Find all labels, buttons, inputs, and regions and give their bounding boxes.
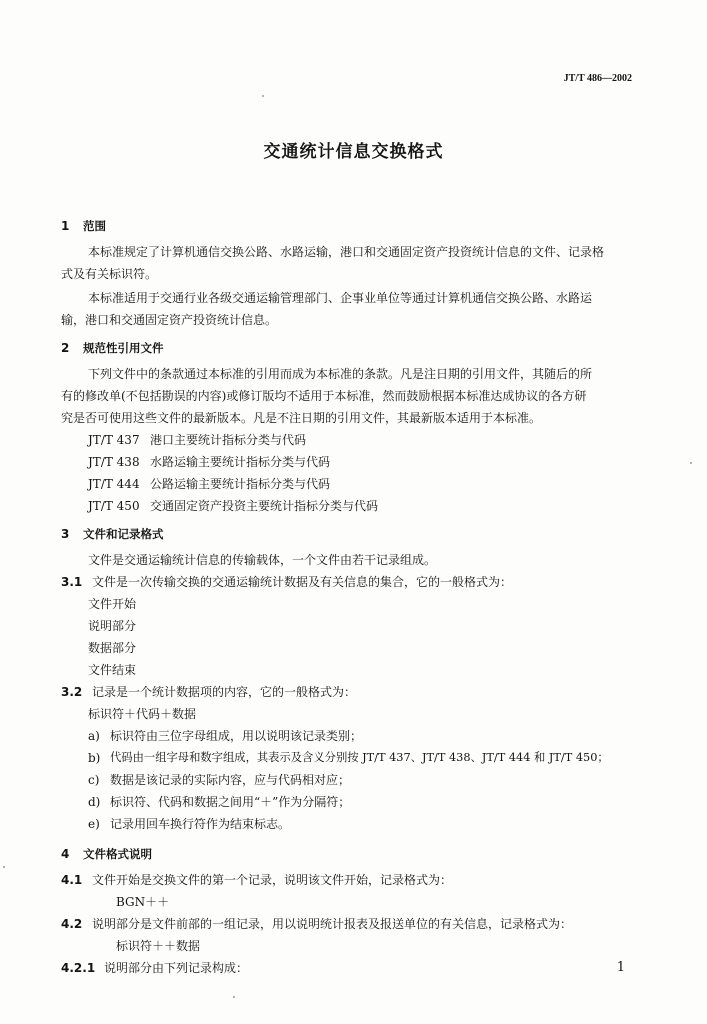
reference-title: 港口主要统计指标分类与代码 <box>150 433 307 447</box>
clause-text: 说明部分由下列记录构成： <box>104 961 249 975</box>
reference-code: JT/T 450 <box>88 499 140 513</box>
format-line: 数据部分 <box>88 641 137 655</box>
paragraph-line: 本标准适用于交通行业各级交通运输管理部门、企事业单位等通过计算机通信交换公路、水路运 <box>88 291 593 305</box>
scan-speck <box>233 996 235 998</box>
list-item-label: b) <box>88 751 101 765</box>
clause-number: 3.1 <box>61 575 83 589</box>
reference-title: 交通固定资产投资主要统计指标分类与代码 <box>150 499 379 513</box>
section-number: 4 <box>61 847 70 861</box>
list-item-text: 数据是该记录的实际内容，应与代码相对应； <box>110 773 351 787</box>
reference-code: JT/T 437 <box>88 433 140 447</box>
section-number: 2 <box>61 341 70 355</box>
page-number: 1 <box>616 960 625 975</box>
section-title: 文件格式说明 <box>83 847 152 861</box>
paragraph-line: 本标准规定了计算机通信交换公路、水路运输，港口和交通固定资产投资统计信息的文件、记录格 <box>88 245 605 259</box>
section-title: 范围 <box>83 219 106 233</box>
clause-text: 说明部分是文件前部的一组记录，用以说明统计报表及报送单位的有关信息，记录格式为： <box>92 917 573 931</box>
format-formula: 标识符＋代码＋数据 <box>88 707 197 721</box>
format-line: 文件结束 <box>88 663 137 677</box>
list-item-label: a) <box>88 729 100 743</box>
reference-code: JT/T 444 <box>88 477 140 491</box>
section-number: 3 <box>61 527 70 541</box>
paragraph-line: 有的修改单(不包括勘误的内容)或修订版均不适用于本标准，然而鼓励根据本标准达成协议的各方研 <box>61 389 587 403</box>
paragraph-line: 究是否可使用这些文件的最新版本。凡是不注日期的引用文件，其最新版本适用于本标准。 <box>61 411 542 425</box>
section-title: 规范性引用文件 <box>83 341 164 355</box>
list-item-text: 标识符由三位字母组成，用以说明该记录类别； <box>110 729 363 743</box>
clause-number: 4.2.1 <box>61 961 96 975</box>
list-item-text: 标识符、代码和数据之间用“＋”作为分隔符； <box>110 795 351 809</box>
format-formula: 标识符＋＋数据 <box>116 939 201 953</box>
document-title: 交通统计信息交换格式 <box>263 142 444 162</box>
document-code: JT/T 486—2002 <box>563 73 632 84</box>
clause-number: 3.2 <box>61 685 83 699</box>
clause-text: 文件是一次传输交换的交通运输统计数据及有关信息的集合，它的一般格式为： <box>92 575 513 589</box>
section-number: 1 <box>61 219 70 233</box>
list-item-text: 代码由一组字母和数字组成，其表示及含义分别按 JT/T 437、JT/T 438、JT/T 444 和 JT/T 450； <box>110 751 609 764</box>
clause-text: 文件开始是交换文件的第一个记录，说明该文件开始，记录格式为： <box>92 873 453 887</box>
list-item-label: d) <box>88 795 101 809</box>
list-item-text: 记录用回车换行符作为结束标志。 <box>110 817 291 831</box>
reference-title: 水路运输主要统计指标分类与代码 <box>150 455 331 469</box>
format-line: 说明部分 <box>88 619 137 633</box>
clause-number: 4.1 <box>61 873 83 887</box>
paragraph-line: 文件是交通运输统计信息的传输载体，一个文件由若干记录组成。 <box>88 553 437 567</box>
list-item-label: e) <box>88 817 100 831</box>
scan-speck <box>3 866 5 868</box>
scan-speck <box>262 95 264 97</box>
paragraph-line: 下列文件中的条款通过本标准的引用而成为本标准的条款。凡是注日期的引用文件，其随后的所 <box>88 367 593 381</box>
format-line: 文件开始 <box>88 597 137 611</box>
clause-number: 4.2 <box>61 917 83 931</box>
scan-speck <box>690 462 692 464</box>
section-title: 文件和记录格式 <box>83 527 164 541</box>
paragraph-line: 输，港口和交通固定资产投资统计信息。 <box>61 313 278 327</box>
reference-code: JT/T 438 <box>88 455 140 469</box>
format-formula: BGN＋＋ <box>116 895 170 909</box>
list-item-label: c) <box>88 773 100 787</box>
clause-text: 记录是一个统计数据项的内容，它的一般格式为： <box>92 685 357 699</box>
reference-title: 公路运输主要统计指标分类与代码 <box>150 477 331 491</box>
paragraph-line: 式及有关标识符。 <box>61 267 158 281</box>
